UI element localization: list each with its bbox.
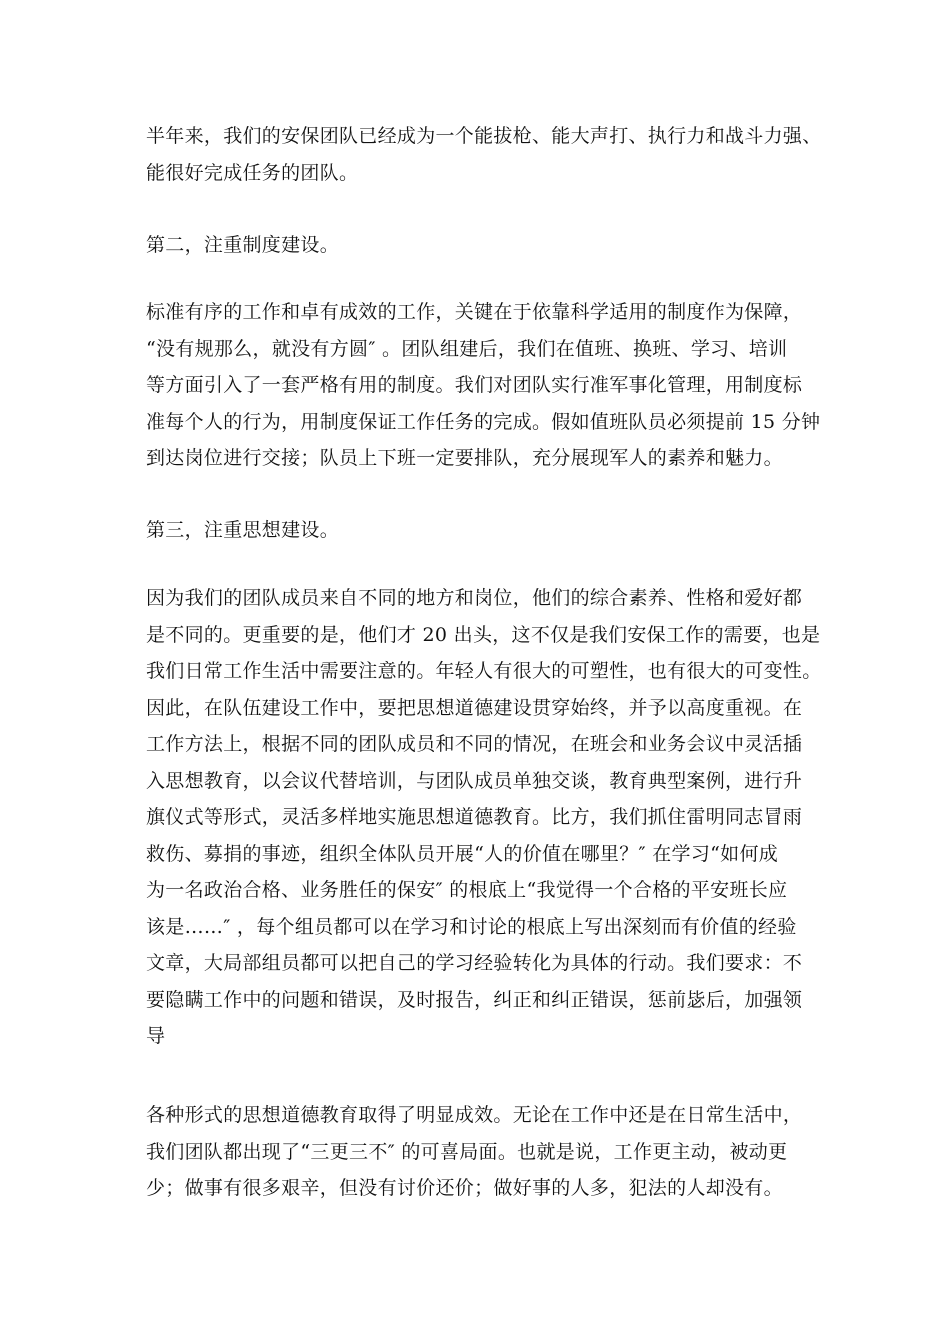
text-line: 入思想教育，以会议代替培训，与团队成员单独交谈，教育典型案例，进行升 xyxy=(146,769,803,792)
text-line: 导 xyxy=(146,1025,166,1047)
text-line: 半年来，我们的安保团队已经成为一个能拔枪、能大声打、执行力和战斗力强、 xyxy=(146,125,822,147)
text-line: 等方面引入了一套严格有用的制度。我们对团队实行准军事化管理，用制度标 xyxy=(146,374,803,396)
text-line: 少；做事有很多艰辛，但没有讨价还价；做好事的人多，犯法的人却没有。 xyxy=(146,1177,783,1199)
text-line: “没有规那么，就没有方圆″ 。团队组建后，我们在值班、换班、学习、培训 xyxy=(146,337,788,360)
text-line: 到达岗位进行交接；队员上下班一定要排队，充分展现军人的素养和魅力。 xyxy=(146,447,783,469)
text-line: 准每个人的行为，用制度保证工作任务的完成。假如值班队员必须提前 15 分钟 xyxy=(146,410,821,433)
text-line: 标准有序的工作和卓有成效的工作，关键在于依靠科学适用的制度作为保障， xyxy=(146,301,803,323)
text-line: 各种形式的思想道德教育取得了明显成效。无论在工作中还是在日常生活中， xyxy=(146,1104,803,1126)
text-line: 为一名政治合格、业务胜任的保安″ 的根底上“我觉得一个合格的平安班长应 xyxy=(146,879,788,901)
paragraph-ideological-building xyxy=(146,580,836,1055)
paragraph-education-results xyxy=(146,1097,836,1207)
text-line: 旗仪式等形式，灵活多样地实施思想道德教育。比方，我们抓住雷明同志冒雨 xyxy=(146,806,803,828)
text-line: 第二，注重制度建设。 xyxy=(146,234,340,256)
text-line: 我们日常工作生活中需要注意的。年轻人有很大的可塑性，也有很大的可变性。 xyxy=(146,660,822,682)
text-line: 该是……″ ，每个组员都可以在学习和讨论的根底上写出深刻而有价值的经验 xyxy=(146,915,797,938)
text-line: 因为我们的团队成员来自不同的地方和岗位，他们的综合素养、性格和爱好都 xyxy=(146,587,803,609)
paragraph-team-achievement xyxy=(146,118,836,191)
text-line: 我们团队都出现了“三更三不″ 的可喜局面。也就是说，工作更主动，被动更 xyxy=(146,1140,788,1163)
text-line: 文章，大局部组员都可以把自己的学习经验转化为具体的行动。我们要求：不 xyxy=(146,952,803,974)
text-line: 要隐瞒工作中的问题和错误，及时报告，纠正和纠正错误，惩前毖后，加强领 xyxy=(146,988,803,1011)
text-line: 救伤、募捐的事迹，组织全体队员开展“人的价值在哪里？″ 在学习“如何成 xyxy=(146,842,779,865)
text-line: 因此，在队伍建设工作中，要把思想道德建设贯穿始终，并予以高度重视。在 xyxy=(146,696,803,719)
text-line: 是不同的。更重要的是，他们才 20 出头，这不仅是我们安保工作的需要，也是 xyxy=(146,623,821,646)
text-line: 第三，注重思想建设。 xyxy=(146,519,340,541)
heading-ideological-building xyxy=(146,512,836,549)
paragraph-system-building xyxy=(146,294,836,477)
text-line: 能很好完成任务的团队。 xyxy=(146,161,359,184)
text-line: 工作方法上，根据不同的团队成员和不同的情况，在班会和业务会议中灵活插 xyxy=(146,733,803,755)
heading-system-building xyxy=(146,227,836,264)
